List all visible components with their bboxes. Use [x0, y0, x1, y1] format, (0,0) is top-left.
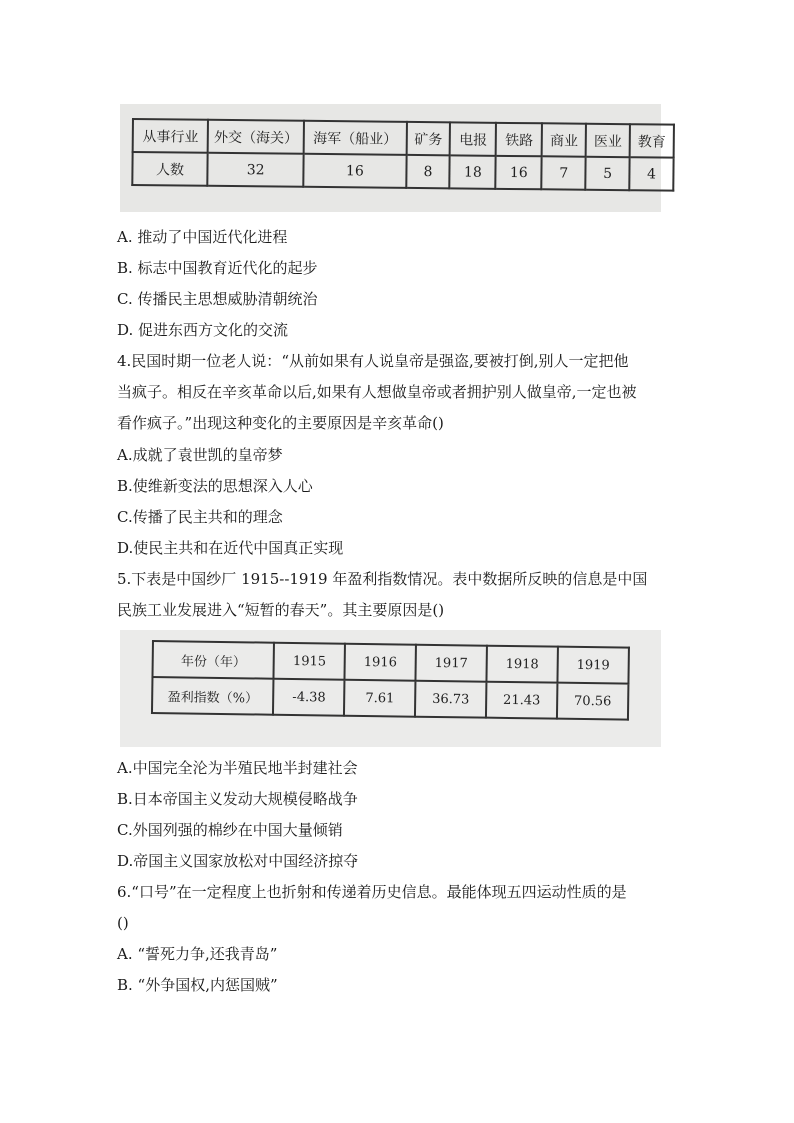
- table-cell: 铁路: [496, 123, 542, 156]
- q5-option-b: B.日本帝国主义发动大规模侵略战争: [117, 790, 358, 808]
- profit-value-row: [152, 677, 628, 720]
- q6-option-b: B. “外争国权,内惩国贼”: [117, 976, 278, 994]
- q4-stem-line-3: 看作疯子。”出现这种变化的主要原因是辛亥革命(): [117, 414, 444, 432]
- q6-stem-line-1: 6.“口号”在一定程度上也折射和传递着历史信息。最能体现五四运动性质的是: [117, 883, 627, 901]
- q3-option-d: D. 促进东西方文化的交流: [117, 321, 289, 339]
- table-cell: 4: [629, 157, 673, 190]
- table-cell: 海军（船业）: [304, 121, 407, 155]
- table-cell: 1915: [274, 643, 345, 680]
- q4-option-a: A.成就了袁世凯的皇帝梦: [117, 446, 283, 464]
- table-cell: 70.56: [557, 683, 628, 720]
- q3-option-a: A. 推动了中国近代化进程: [117, 228, 288, 246]
- q4-stem-line-1: 4.民国时期一位老人说：“从前如果有人说皇帝是强盗,要被打倒,别人一定把他: [117, 352, 629, 370]
- table-cell: 18: [450, 155, 496, 188]
- table-cell: 矿务: [406, 122, 450, 155]
- q3-option-b: B. 标志中国教育近代化的起步: [117, 259, 318, 277]
- table-cell: 16: [496, 156, 542, 189]
- q5-option-a: A.中国完全沦为半殖民地半封建社会: [117, 759, 358, 777]
- q3-option-c: C. 传播民主思想威胁清朝统治: [117, 290, 318, 308]
- occupation-table-photo: [120, 104, 666, 212]
- table-cell: -4.38: [273, 679, 344, 716]
- table-cell: 外交（海关）: [208, 120, 304, 154]
- profit-index-table-photo: [120, 630, 661, 747]
- table-cell: 1919: [557, 647, 628, 684]
- q6-stem-line-2: (): [117, 914, 129, 932]
- q6-option-a: A. “誓死力争,还我青岛”: [117, 945, 278, 963]
- q5-stem-line-1: 5.下表是中国纱厂 1915--1919 年盈利指数情况。表中数据所反映的信息是中国: [117, 570, 648, 588]
- table-cell: 32: [207, 153, 303, 187]
- table-cell: 8: [406, 155, 450, 188]
- table-cell: 21.43: [486, 682, 557, 719]
- occupation-table: [131, 118, 675, 192]
- table-cell: 年份（年）: [152, 641, 274, 679]
- q5-option-d: D.帝国主义国家放松对中国经济掠夺: [117, 852, 359, 870]
- occupation-count-row: [132, 152, 673, 191]
- q4-option-c: C.传播了民主共和的理念: [117, 508, 283, 526]
- profit-index-table: [151, 640, 630, 721]
- table-cell: 7.61: [344, 680, 415, 717]
- table-cell: 16: [304, 154, 407, 188]
- table-cell: 从事行业: [133, 119, 209, 153]
- q5-option-c: C.外国列强的棉纱在中国大量倾销: [117, 821, 343, 839]
- table-cell: 5: [586, 157, 630, 190]
- table-cell: 1917: [416, 645, 487, 682]
- table-cell: 盈利指数（%）: [152, 677, 274, 715]
- table-cell: 电报: [450, 122, 496, 155]
- table-cell: 医业: [586, 124, 630, 157]
- q5-stem-line-2: 民族工业发展进入“短暂的春天”。其主要原因是(): [117, 601, 445, 619]
- table-cell: 1918: [486, 646, 557, 683]
- table-cell: 教育: [630, 124, 674, 157]
- table-cell: 7: [542, 156, 586, 189]
- q4-stem-line-2: 当疯子。相反在辛亥革命以后,如果有人想做皇帝或者拥护别人做皇帝,一定也被: [117, 383, 637, 401]
- table-cell: 人数: [132, 152, 208, 186]
- q4-option-b: B.使维新变法的思想深入人心: [117, 477, 313, 495]
- table-cell: 商业: [542, 123, 586, 156]
- table-cell: 36.73: [415, 681, 486, 718]
- table-cell: 1916: [345, 644, 416, 681]
- q4-option-d: D.使民主共和在近代中国真正实现: [117, 539, 344, 557]
